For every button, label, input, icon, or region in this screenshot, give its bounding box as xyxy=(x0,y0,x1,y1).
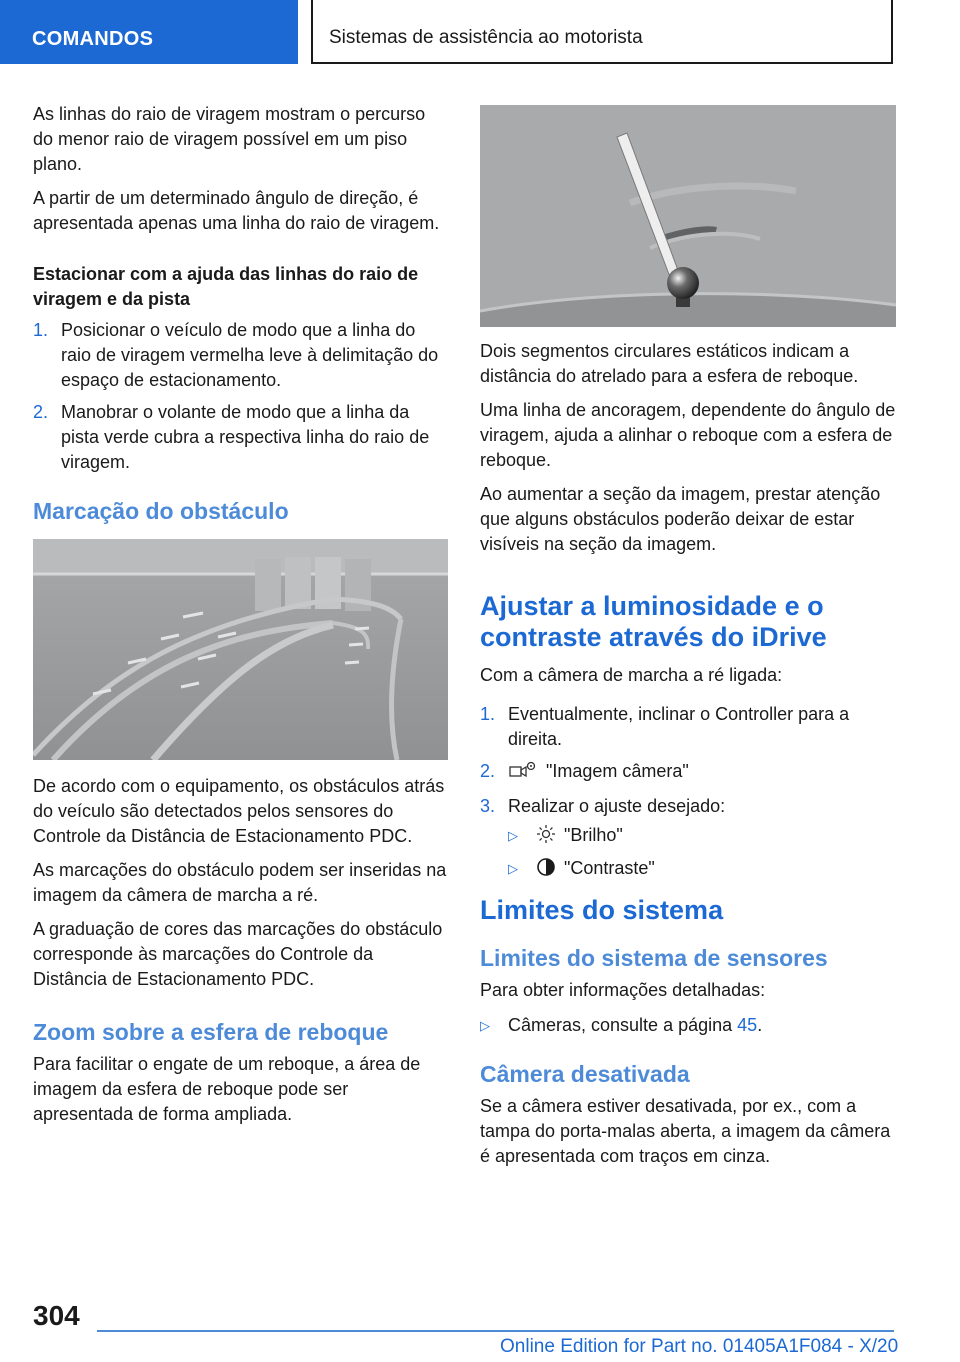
obstacle-marking-image xyxy=(33,539,448,760)
option-label: "Brilho" xyxy=(564,825,623,845)
paragraph: As marcações do obstáculo podem ser inseridas na imagem da câmera de marcha a ré. xyxy=(33,860,447,905)
list-item xyxy=(508,823,896,848)
paragraph: Uma linha de ancoragem, dependente do ângulo de viragem, ajuda a alinhar o reboque com a esfera de reboque. xyxy=(480,400,896,470)
list-item xyxy=(33,318,448,393)
subsection-heading: Câmera desativada xyxy=(480,1061,690,1087)
step-text: Eventualmente, inclinar o Controller para a direita. xyxy=(508,704,850,749)
step-number: 3. xyxy=(480,796,496,816)
page-link[interactable]: 45 xyxy=(737,1015,758,1035)
list-item xyxy=(33,400,448,475)
paragraph: Com a câmera de marcha a ré ligada: xyxy=(480,665,783,685)
step-number: 2. xyxy=(480,761,496,781)
contrast-icon xyxy=(536,857,556,884)
list-item xyxy=(480,759,896,787)
paragraph: Se a câmera estiver desativada, por ex., com a tampa do porta-malas aberta, a imagem da câmera é apresentada com traços em cinza. xyxy=(480,1096,891,1166)
steps-list xyxy=(33,318,448,475)
step-text: Manobrar o volante de modo que a linha da pista verde cubra a respectiva linha do raio de viragem. xyxy=(61,402,430,472)
sun-icon xyxy=(536,824,556,851)
section-heading: Limites do sistema xyxy=(480,895,724,925)
list-item xyxy=(480,1013,896,1038)
paragraph: A graduação de cores das marcações do obstáculo corresponde às marcações do Controle da Distância de Estacionamento PDC. xyxy=(33,919,443,989)
right-column xyxy=(480,102,896,1178)
paragraph: As linhas do raio de viragem mostram o percurso do menor raio de viragem possível em um piso plano. xyxy=(33,104,426,174)
reference-end: . xyxy=(757,1015,763,1035)
step-number: 1. xyxy=(33,320,49,340)
section-heading: Zoom sobre a esfera de reboque xyxy=(33,1019,389,1045)
step-number: 1. xyxy=(480,704,496,724)
steps-list xyxy=(480,702,896,881)
tow-ball-image xyxy=(480,105,896,327)
chapter-title: Sistemas de assistência ao motorista xyxy=(329,27,643,48)
subsection-heading: Limites do sistema de sensores xyxy=(480,945,828,971)
bullet-icon: ▷ xyxy=(508,828,518,843)
reference-text: Câmeras, consulte a página xyxy=(508,1015,733,1035)
subheading: Estacionar com a ajuda das linhas do raio de viragem e da pista xyxy=(33,264,419,309)
paragraph: A partir de um determinado ângulo de direção, é apresentada apenas uma linha do raio de viragem. xyxy=(33,188,440,233)
paragraph: De acordo com o equipamento, os obstáculos atrás do veículo são detectados pelos sensores do Controle da Distância de Estacionamento PDC. xyxy=(33,776,445,846)
list-item xyxy=(480,794,896,881)
step-text: Realizar o ajuste desejado: xyxy=(508,796,726,816)
page-number: 304 xyxy=(33,1300,80,1331)
chapter-header xyxy=(311,0,893,64)
step-number: 2. xyxy=(33,402,49,422)
section-label: COMANDOS xyxy=(32,28,154,50)
paragraph: Dois segmentos circulares estáticos indicam a distância do atrelado para a esfera de reboque. xyxy=(480,341,859,386)
paragraph: Para obter informações detalhadas: xyxy=(480,980,766,1000)
left-column xyxy=(33,102,448,1136)
section-heading: Marcação do obstáculo xyxy=(33,498,289,524)
edition-label: Online Edition for Part no. 01405A1F084 - X/20 xyxy=(500,1336,899,1357)
section-heading: Ajustar a luminosidade e o contraste através do iDrive xyxy=(480,591,827,652)
list-item xyxy=(508,856,896,881)
reference-list xyxy=(480,1013,896,1038)
option-label: "Contraste" xyxy=(564,858,655,878)
bullet-icon: ▷ xyxy=(508,861,518,876)
step-text: Posicionar o veículo de modo que a linha do raio de viragem vermelha leve à delimitação do espaço de estacionamento. xyxy=(61,320,439,390)
paragraph: Ao aumentar a seção da imagem, prestar atenção que alguns obstáculos poderão deixar de estar visíveis na seção da imagem. xyxy=(480,484,881,554)
list-item xyxy=(480,702,896,752)
section-tab xyxy=(0,0,298,64)
step-text: "Imagem câmera" xyxy=(546,761,689,781)
camera-settings-icon xyxy=(508,760,538,787)
bullet-icon: ▷ xyxy=(480,1018,490,1033)
paragraph: Para facilitar o engate de um reboque, a área de imagem da esfera de reboque pode ser apresentada de forma ampliada. xyxy=(33,1054,421,1124)
footer-divider xyxy=(97,1330,894,1332)
options-list xyxy=(508,823,896,881)
